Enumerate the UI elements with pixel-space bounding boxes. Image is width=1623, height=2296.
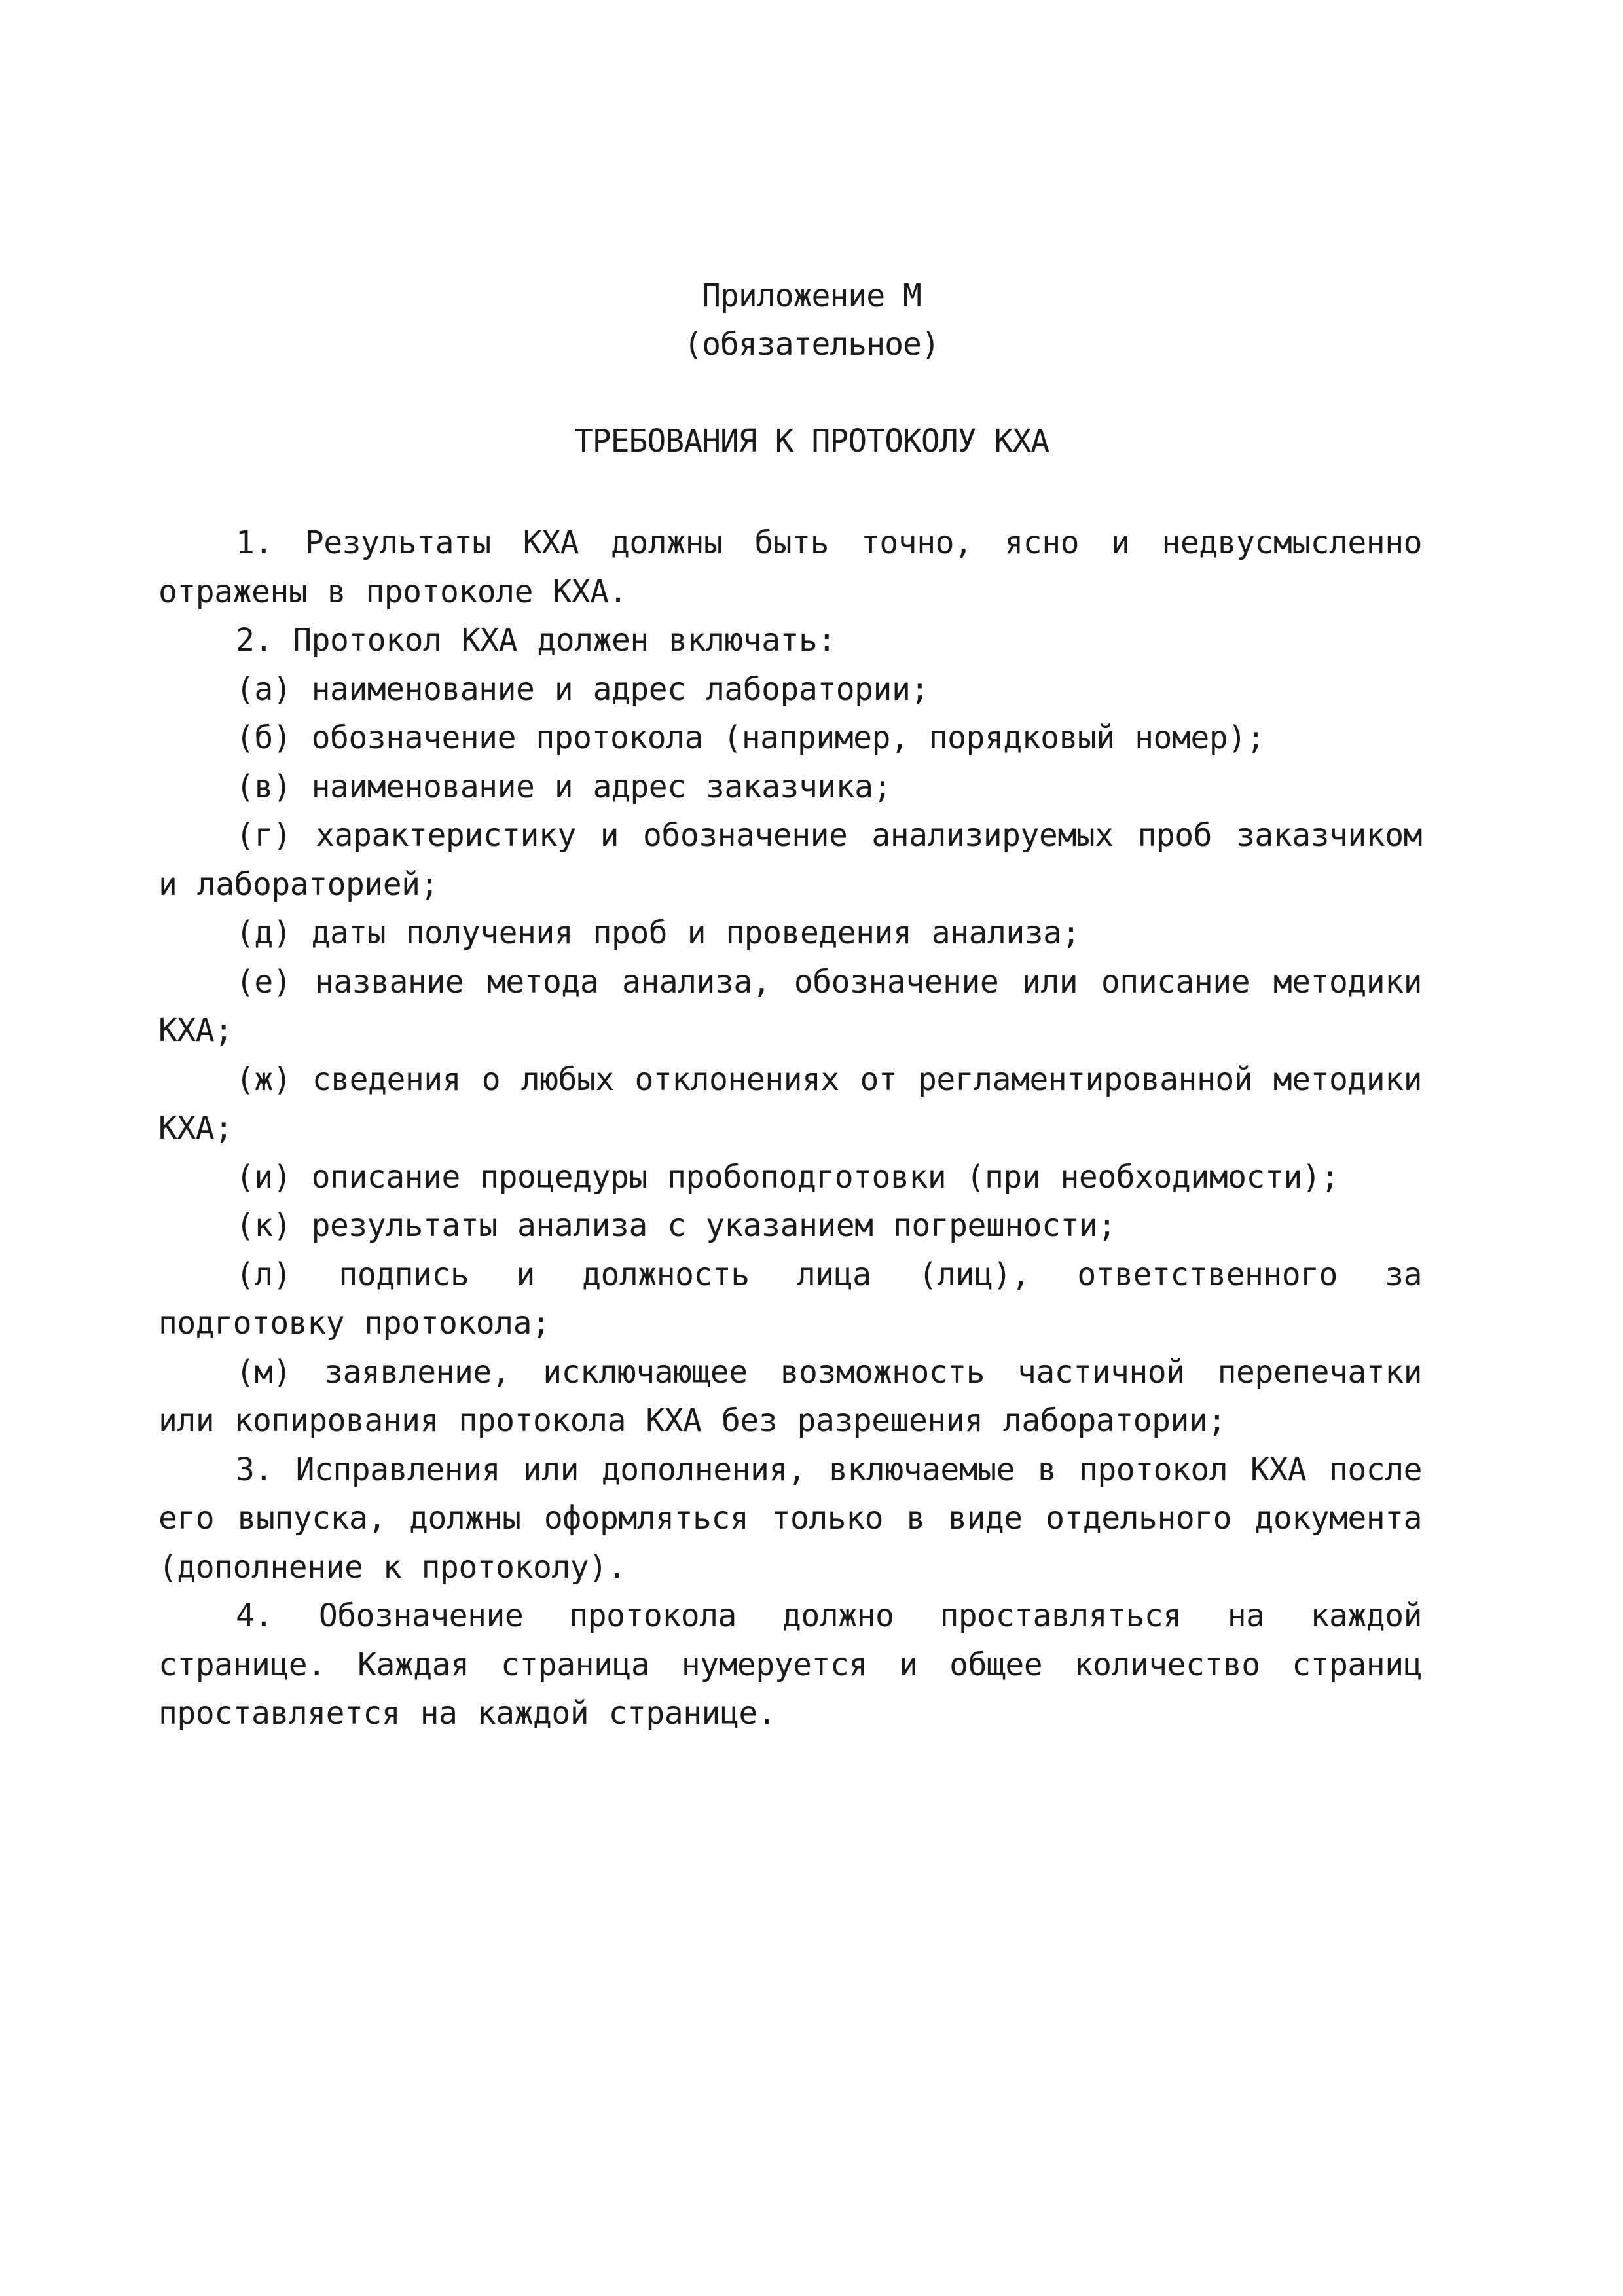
list-item-v: (в) наименование и адрес заказчика;	[236, 768, 892, 805]
list-item-i: (и) описание процедуры пробоподготовки (при необходимости);	[236, 1158, 1340, 1195]
list-item-g: (г) характеристику и обозначение анализируемых проб заказчиком и лабораторией;	[158, 817, 1422, 903]
list-item-l: (л) подпись и должность лица (лиц), ответственного за подготовку протокола;	[158, 1256, 1422, 1341]
appendix-status: (обязательное)	[684, 326, 939, 363]
appendix-title: Приложение М	[702, 278, 921, 314]
paragraph-1: 1. Результаты КХА должны быть точно, ясно и недвусмысленно отражены в протоколе КХА.	[158, 524, 1422, 610]
paragraph-3: 3. Исправления или дополнения, включаемые в протокол КХА после его выпуска, должны оформляться только в виде отдельного документа (дополнение к протоколу).	[158, 1451, 1422, 1586]
list-item-b: (б) обозначение протокола (например, порядковый номер);	[236, 720, 1265, 756]
list-item-zh: (ж) сведения о любых отклонениях от регламентированной методики КХА;	[158, 1061, 1422, 1146]
list-item-a: (а) наименование и адрес лаборатории;	[236, 670, 929, 708]
list-item-m: (м) заявление, исключающее возможность частичной перепечатки или копирования протокола КХА без разрешения лаборатории;	[158, 1353, 1422, 1439]
paragraph-2: 2. Протокол КХА должен включать:	[236, 622, 836, 659]
paragraph-4: 4. Обозначение протокола должно проставляться на каждой странице. Каждая страница нумеруется и общее количество страниц проставляется на каждой странице.	[158, 1597, 1422, 1732]
body-text	[158, 519, 1422, 1738]
list-item-k: (к) результаты анализа с указанием погрешности;	[236, 1207, 1116, 1244]
section-title: ТРЕБОВАНИЯ К ПРОТОКОЛУ КХА	[574, 423, 1049, 460]
list-item-d: (д) даты получения проб и проведения анализа;	[236, 915, 1080, 951]
list-item-e: (е) название метода анализа, обозначение или описание методики КХА;	[158, 963, 1422, 1049]
